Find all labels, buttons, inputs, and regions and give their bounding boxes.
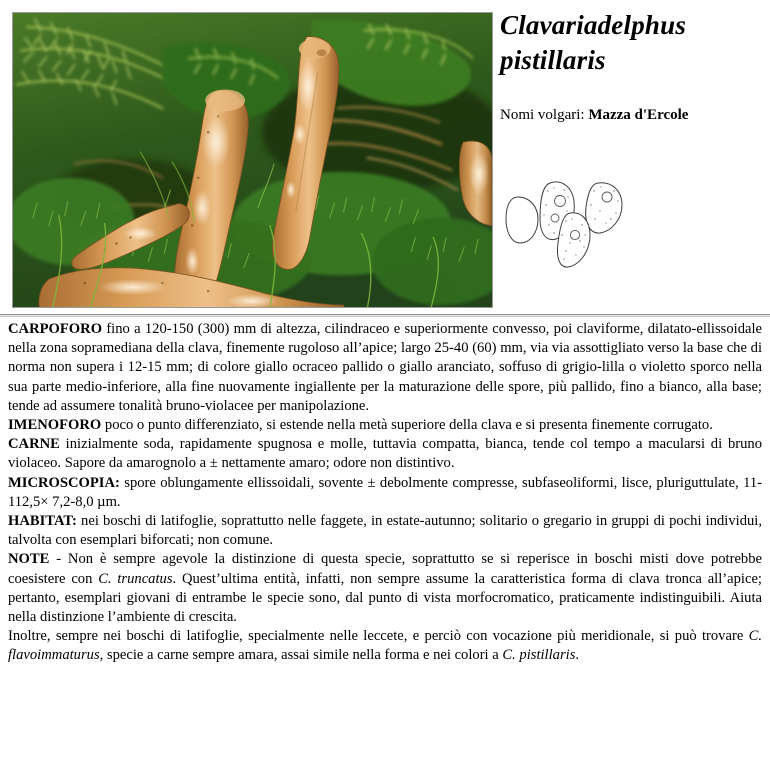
- photograph-image: [13, 13, 492, 307]
- section-label-imenoforo: IMENOFORO: [8, 417, 102, 434]
- header-area: [0, 0, 770, 316]
- species-reference-pistillaris: C. pistillaris: [502, 647, 576, 664]
- spore-shape-4: [557, 213, 590, 267]
- section-body-microscopia: spore oblungamente ellissoidali, sovente ± debolmente compresse, subfaseoliformi, lisce, pluriguttulate, 11-112,5× 7,2-8,0 µm.: [8, 474, 762, 510]
- common-name-value: Mazza d'Ercole: [588, 107, 689, 123]
- section-note-second: [8, 627, 762, 665]
- section-note2-text-b: , specie a carne sempre amara, assai simile nella forma e nei colori a: [99, 647, 503, 664]
- section-habitat: [8, 512, 762, 550]
- section-note-text-b: . Quest’ultima entità, infatti, non sempre assume la caratteristica forma di clava tronca all’apice; pertanto, esemplari giovani di entrambe le specie sono, dal punto di vista morfocromatico, praticamente indistinguibili. Aiuta nella distinzione l’ambiente di crescita.: [8, 570, 762, 626]
- section-imenoforo: [8, 416, 762, 435]
- section-label-habitat: HABITAT:: [8, 513, 77, 530]
- section-body-carpoforo: fino a 120-150 (300) mm di altezza, cilindraceo e superiormente convesso, poi claviforme, dilatato-ellissoidale nella zona sopramediana della clava, finemente rugoloso all’apice; largo 25-40 (60) mm, via via assottigliato verso la base che di norma non supera i 12-15 mm; di colore giallo ocraceo pallido o giallo aranciato, soffuso di grigio-lilla o violetto sporco nella sua parte medio-inferiore, alla fine nuovamente ingiallente per la maturazione delle spore, più pallido, fino a bianco, alla base; tende ad assumere tonalità bruno-violacee per manipolazione.: [8, 321, 762, 414]
- species-reference-truncatus: C. truncatus: [98, 570, 173, 587]
- section-body-carne: inizialmente soda, rapidamente spugnosa e molle, tuttavia compatta, bianca, tende col tempo a macularsi di bruno violaceo. Sapore da amarognolo a ± nettamente amaro; odore non distintivo.: [8, 436, 762, 472]
- common-name-label: Nomi volgari:: [500, 107, 589, 123]
- section-body-imenoforo: poco o punto differenziato, si estende nella metà superiore della clava e si presenta finemente corrugato.: [101, 417, 713, 434]
- section-carpoforo: [8, 320, 762, 416]
- page-title: [500, 8, 762, 77]
- species-photograph: [12, 12, 493, 308]
- section-label-microscopia: MICROSCOPIA:: [8, 474, 120, 491]
- common-name-line: [500, 107, 688, 124]
- species-name-line-2: pistillaris: [500, 44, 606, 75]
- section-note2-text-c: .: [575, 647, 580, 664]
- section-carne: [8, 435, 762, 473]
- section-microscopia: [8, 474, 762, 512]
- section-body-habitat: nei boschi di latifoglie, soprattutto nelle faggete, in estate-autunno; solitario o gregario in gruppi di pochi individui, talvolta con esemplari biforcati; non comune.: [8, 513, 762, 549]
- spore-shape-3: [586, 183, 622, 233]
- section-label-note: NOTE: [8, 551, 50, 568]
- species-title-block: [500, 8, 762, 77]
- species-reference-flavoimmaturus: C. flavoimmaturus: [8, 628, 762, 664]
- section-label-carpoforo: CARPOFORO: [8, 321, 103, 337]
- spore-illustration: [498, 155, 678, 270]
- section-note2-text-a: Inoltre, sempre nei boschi di latifoglie, specialmente nelle leccete, e perciò con vocazione più meridionale, si può trovare: [8, 628, 749, 645]
- section-note-text-a: - Non è sempre agevole la distinzione di questa specie, soprattutto se si reperisce in boschi misti dove potrebbe coesistere con: [8, 551, 762, 587]
- spore-shape-1: [506, 197, 538, 243]
- species-name-line-1: Clavariadelphus: [500, 10, 687, 40]
- description-text: [0, 320, 770, 666]
- section-divider: [0, 314, 770, 317]
- section-label-carne: CARNE: [8, 436, 60, 453]
- section-note: [8, 550, 762, 627]
